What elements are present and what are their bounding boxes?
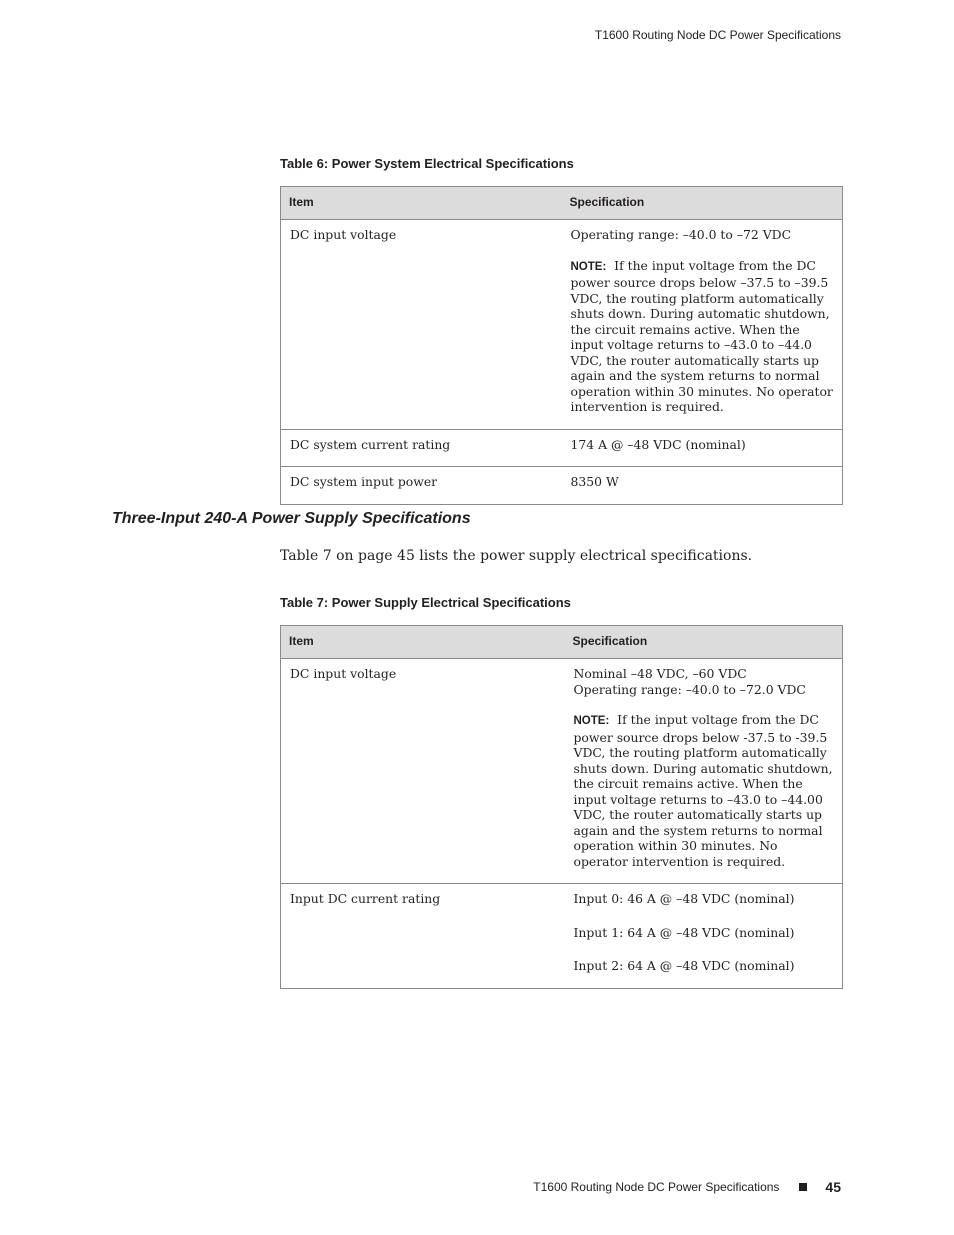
table-header-row [281,626,843,659]
spec-line: Operating range: –40.0 to –72 VDC [570,227,792,242]
table6 [280,186,843,505]
item-cell: DC input voltage [281,220,562,430]
spec-line: Nominal –48 VDC, –60 VDC [573,666,747,681]
table6-caption: Table 6: Power System Electrical Specifications [280,156,574,171]
column-header-specification: Specification [562,187,843,220]
column-header-item: Item [281,187,562,220]
item-cell: DC system input power [281,467,562,505]
note-label: NOTE: [570,260,607,273]
column-header-specification: Specification [565,626,843,659]
spec-line: Input 1: 64 A @ –48 VDC (nominal) [573,924,795,940]
spec-cell [565,659,843,884]
note-label: NOTE: [573,715,610,727]
spec-cell: 8350 W [562,467,843,505]
spec-line: Operating range: –40.0 to –72.0 VDC [573,681,806,697]
table-row [281,467,843,505]
square-bullet-icon [799,1183,807,1191]
item-cell: DC system current rating [281,429,562,467]
spec-cell [565,884,843,989]
spec-cell: 174 A @ –48 VDC (nominal) [562,429,843,467]
section-heading: Three-Input 240-A Power Supply Specifications [112,510,471,527]
spec-cell [562,220,843,430]
spec-line: Input 0: 46 A @ –48 VDC (nominal) [573,891,795,906]
footer-title: T1600 Routing Node DC Power Specifications [533,1180,780,1194]
spec-line: Input 2: 64 A @ –48 VDC (nominal) [573,958,795,973]
page-footer [533,1179,841,1195]
item-cell: Input DC current rating [281,884,565,989]
note [574,712,835,869]
table-row [281,884,843,989]
table-header-row [281,187,843,220]
table-row [281,220,843,430]
table7 [280,625,843,989]
table-row [281,429,843,467]
table7-caption: Table 7: Power Supply Electrical Specifications [280,595,571,610]
running-header: T1600 Routing Node DC Power Specifications [594,28,841,42]
page-number: 45 [825,1179,841,1195]
table-row [281,659,843,884]
note [571,258,835,415]
column-header-item: Item [281,626,565,659]
note-text: If the input voltage from the DC power source drops below -37.5 to -39.5 VDC, the routing platform automatically shuts down. During automatic shutdown, the circuit remains active. When the input voltage returns to –43.0 to –44.00 VDC, the router automatically starts up again and the system returns to normal operation within 30 minutes. No operator intervention is required. [573,712,833,869]
item-cell: DC input voltage [281,659,565,884]
note-text: If the input voltage from the DC power source drops below –37.5 to –39.5 VDC, the routing platform automatically shuts down. During automatic shutdown, the circuit remains active. When the input voltage returns to –43.0 to –44.0 VDC, the router automatically starts up again and the system returns to normal operation within 30 minutes. No operator intervention is required. [570,257,833,414]
section-intro: Table 7 on page 45 lists the power supply electrical specifications. [280,548,753,564]
